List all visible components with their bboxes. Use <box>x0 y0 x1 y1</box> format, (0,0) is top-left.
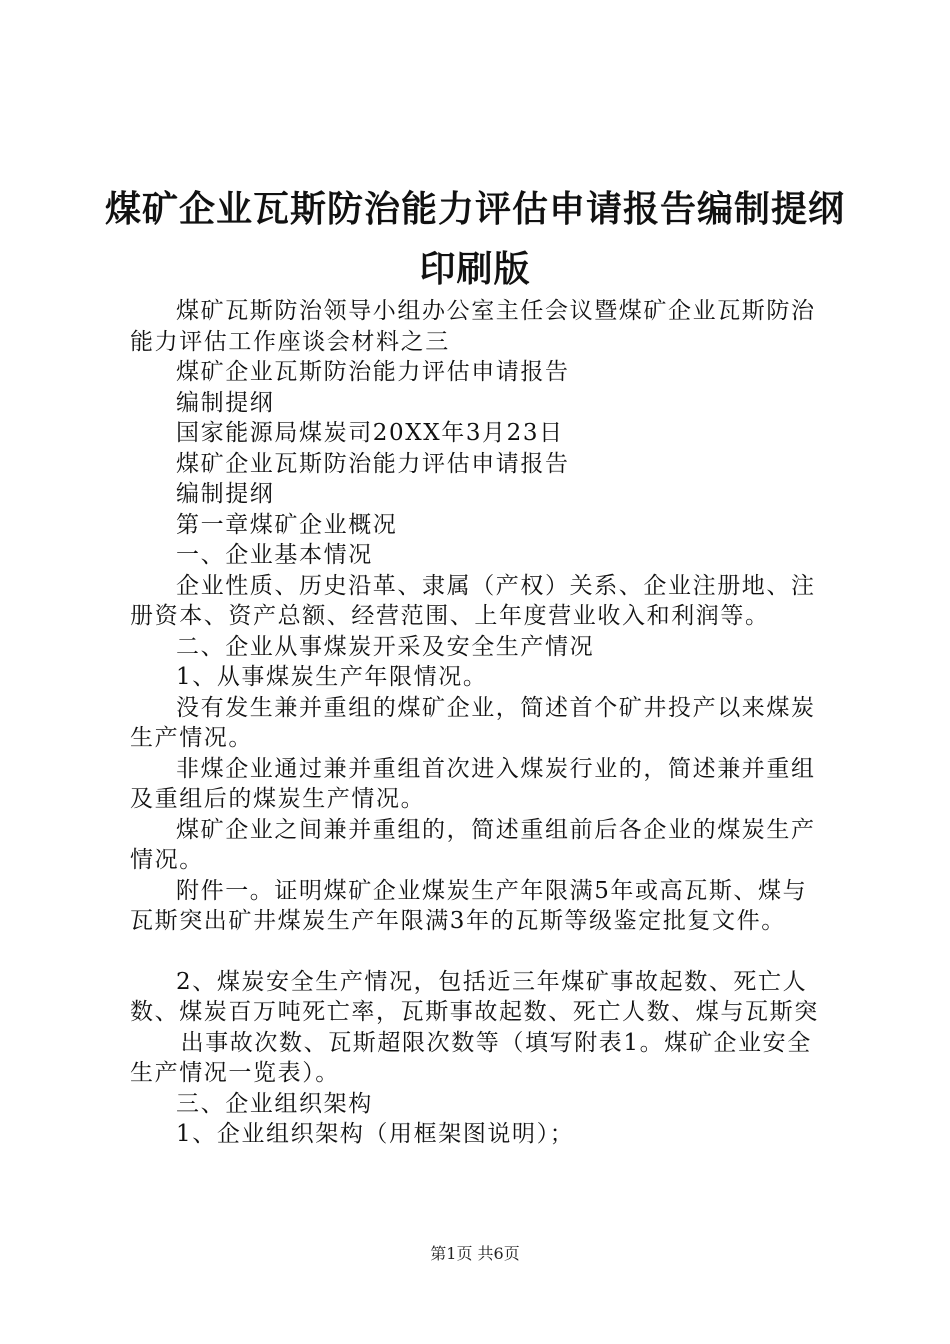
paragraph: 2、煤炭安全生产情况，包括近三年煤矿事故起数、死亡人数、煤炭百万吨死亡率，瓦斯事故起数、死亡人数、煤与瓦斯突 <box>130 968 819 1025</box>
paragraph: 煤矿企业之间兼并重组的，简述重组前后各企业的煤炭生产情况。 <box>130 816 816 873</box>
document-title-line-2: 印刷版 <box>419 249 531 290</box>
paragraph: 国家能源局煤炭司20XX年3月23日 <box>176 420 564 446</box>
paragraph: 出事故次数、瓦斯超限次数等（填写附表1。煤矿企业安全生产情况一览表）。 <box>130 1029 812 1086</box>
paragraph: 附件一。证明煤矿企业煤炭生产年限满5年或高瓦斯、煤与瓦斯突出矿井煤炭生产年限满3年的瓦斯等级鉴定批复文件。 <box>130 877 808 934</box>
paragraph: 二、企业从事煤炭开采及安全生产情况 <box>176 633 595 660</box>
document-body <box>130 296 830 1150</box>
paragraph: 三、企业组织架构 <box>176 1090 373 1117</box>
paragraph: 非煤企业通过兼并重组首次进入煤炭行业的，简述兼并重组及重组后的煤炭生产情况。 <box>130 755 816 812</box>
paragraph: 1、企业组织架构（用框架图说明）； <box>176 1121 575 1147</box>
paragraph: 企业性质、历史沿革、隶属（产权）关系、企业注册地、注册资本、资产总额、经营范围、上年度营业收入和利润等。 <box>130 572 816 629</box>
paragraph: 第一章煤矿企业概况 <box>176 511 398 538</box>
page-number-footer: 第1页 共6页 <box>430 1244 520 1263</box>
paragraph: 1、从事煤炭生产年限情况。 <box>176 664 488 690</box>
paragraph: 编制提纲 <box>176 481 275 507</box>
paragraph: 没有发生兼并重组的煤矿企业，简述首个矿井投产以来煤炭生产情况。 <box>130 694 816 751</box>
paragraph: 编制提纲 <box>176 389 275 416</box>
paragraph: 煤矿企业瓦斯防治能力评估申请报告 <box>176 359 570 385</box>
paragraph: 一、企业基本情况 <box>176 542 373 568</box>
document-title-line-1: 煤矿企业瓦斯防治能力评估申请报告编制提纲 <box>104 189 845 230</box>
paragraph: 煤矿企业瓦斯防治能力评估申请报告 <box>176 450 570 477</box>
paragraph: 煤矿瓦斯防治领导小组办公室主任会议暨煤矿企业瓦斯防治能力评估工作座谈会材料之三 <box>130 298 816 355</box>
